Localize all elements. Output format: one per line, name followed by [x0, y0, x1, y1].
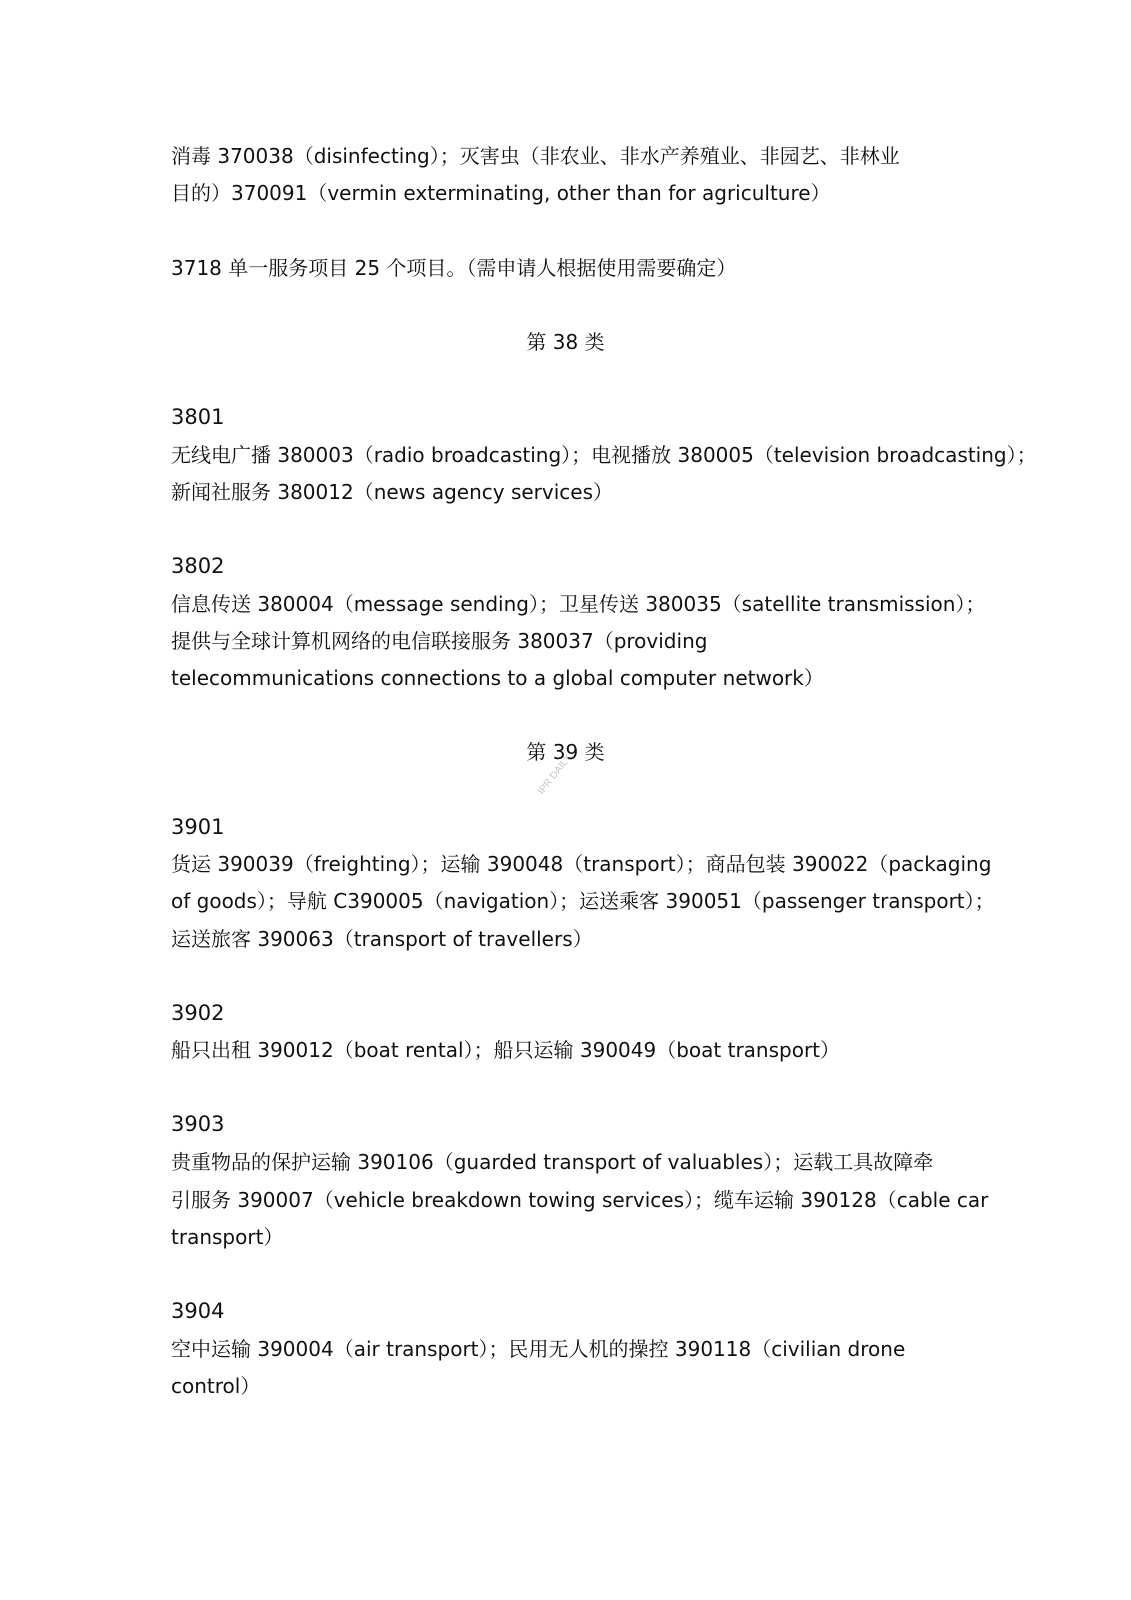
watermark: IPR DAILY [536, 752, 574, 797]
group-3904-line-1: 空中运输 390004（air transport）；民用无人机的操控 390118（civilian drone [171, 1337, 906, 1361]
class-39-title: 第 39 类 [526, 740, 605, 764]
group-3802-line-3: telecommunications connections to a global computer network） [171, 666, 824, 690]
group-3901-line-2: of goods）；导航 C390005（navigation）；运送乘客 390051（passenger transport）； [171, 889, 995, 913]
group-3802-code: 3802 [171, 554, 225, 578]
group-3904-code: 3904 [171, 1299, 225, 1323]
group-3802-line-2: 提供与全球计算机网络的电信联接服务 380037（providing [171, 629, 708, 653]
group-3901-line-3: 运送旅客 390063（transport of travellers） [171, 927, 593, 951]
intro-line-2: 目的）370091（vermin exterminating, other than for agriculture） [171, 181, 831, 205]
group-3903-line-3: transport） [171, 1225, 284, 1249]
group-3903-line-1: 贵重物品的保护运输 390106（guarded transport of valuables）；运载工具故障牵 [171, 1150, 934, 1174]
group-3903-line-2: 引服务 390007（vehicle breakdown towing services）；缆车运输 390128（cable car [171, 1188, 989, 1212]
group-3903-code: 3903 [171, 1112, 225, 1136]
group-3901-code: 3901 [171, 815, 225, 839]
group-3801-line-1: 无线电广播 380003（radio broadcasting）；电视播放 380005（television broadcasting）； [171, 443, 1037, 467]
group-3901-line-1: 货运 390039（freighting）；运输 390048（transport）；商品包装 390022（packaging [171, 852, 992, 876]
class-38-title: 第 38 类 [526, 330, 605, 354]
note-3718: 3718 单一服务项目 25 个项目。（需申请人根据使用需要确定） [171, 256, 737, 280]
group-3902-line-1: 船只出租 390012（boat rental）；船只运输 390049（boat transport） [171, 1038, 841, 1062]
group-3904-line-2: control） [171, 1374, 261, 1398]
group-3902-code: 3902 [171, 1001, 225, 1025]
intro-line-1: 消毒 370038（disinfecting）；灭害虫（非农业、非水产养殖业、非园艺、非林业 [171, 144, 900, 168]
group-3801-line-2: 新闻社服务 380012（news agency services） [171, 480, 614, 504]
group-3801-code: 3801 [171, 405, 225, 429]
group-3802-line-1: 信息传送 380004（message sending）；卫星传送 380035（satellite transmission）； [171, 592, 986, 616]
